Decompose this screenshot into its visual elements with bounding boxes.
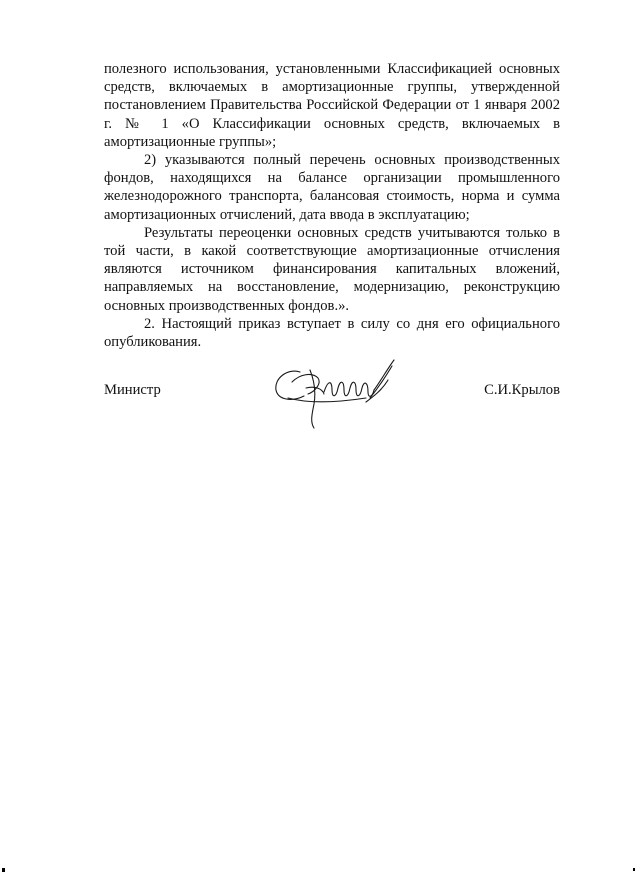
signatory-title: Министр: [104, 382, 161, 398]
handwritten-signature: [270, 358, 406, 430]
scan-speck: [633, 868, 635, 871]
paragraph-effective-date: 2. Настоящий приказ вступает в силу со дня его официального опубликования.: [104, 315, 560, 351]
paragraph-revaluation: Результаты переоценки основных средств учитываются только в той части, в какой соответствующие амортизационные отчисления являются источником финансирования капитальных вложений, направляемых на восстановление, модернизацию, реконструкцию основных производственных фондов.».: [104, 224, 560, 314]
scan-speck: [2, 868, 5, 872]
signatory-name: С.И.Крылов: [484, 382, 560, 398]
signature-block: [104, 374, 560, 434]
paragraph-item-2: 2) указываются полный перечень основных производственных фондов, находящихся на балансе организации промышленного железнодорожного транспорта, балансовая стоимость, норма и сумма амортизационных отчислений, дата ввода в эксплуатацию;: [104, 152, 560, 223]
document-body: [104, 60, 560, 351]
paragraph-continuation: полезного использования, установленными Классификацией основных средств, включаемых в амортизационные группы, утвержденной постановлением Правительства Российской Федерации от 1 января 2002 г. № 1 «О Классификации основных средств, включаемых в амортизационные группы»;: [104, 61, 560, 150]
